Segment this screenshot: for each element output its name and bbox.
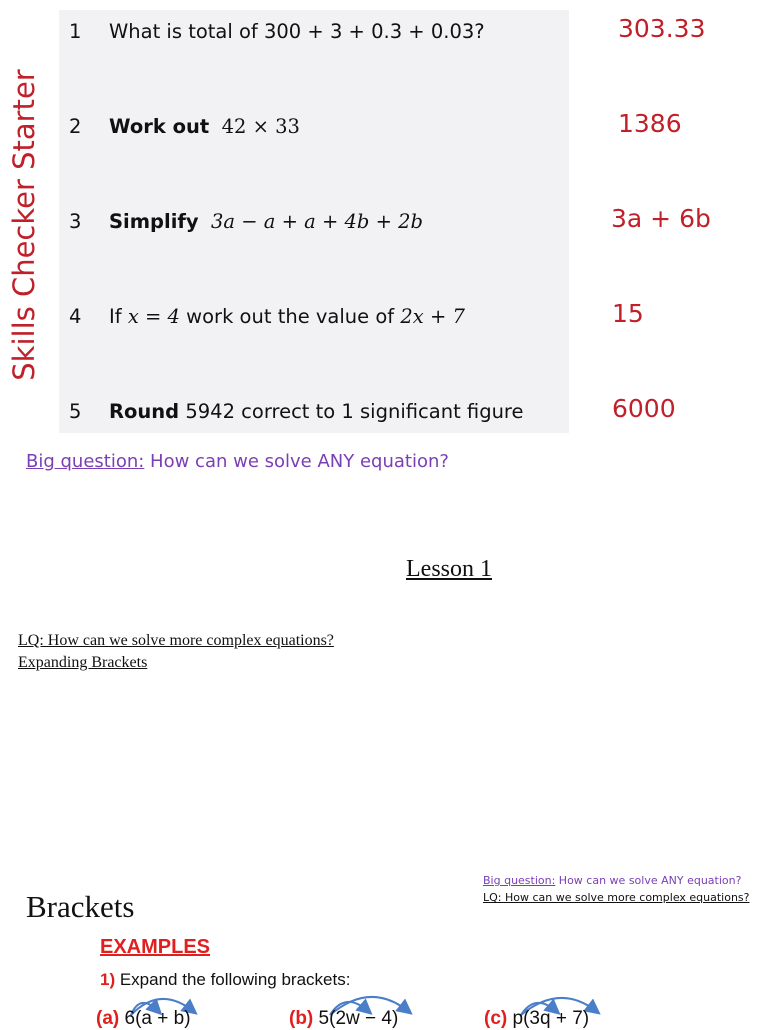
- instruction-text: Expand the following brackets:: [115, 970, 351, 989]
- answer-4: 15: [612, 299, 644, 328]
- question-row-5: [59, 392, 569, 432]
- question-number: 4: [69, 305, 82, 328]
- example-a: [96, 1008, 191, 1030]
- example-expression: 5(2w − 4): [313, 1008, 399, 1029]
- big-question-text: How can we solve ANY equation?: [144, 451, 449, 472]
- question-body: 5942 correct to 1 significant figure: [185, 400, 524, 423]
- big-question: [26, 451, 449, 472]
- example-c: [484, 1008, 589, 1030]
- examples-heading: EXAMPLES: [100, 936, 211, 958]
- question-keyword: Work out: [109, 115, 210, 138]
- answer-1: 303.33: [618, 14, 706, 43]
- question-math-2: 2x + 7: [400, 305, 465, 328]
- question-row-1: [59, 12, 569, 52]
- lesson-topic: Expanding Brackets: [18, 654, 148, 671]
- question-keyword: Round: [109, 400, 180, 423]
- question-text: [109, 115, 300, 138]
- starter-side-title: Skills Checker Starter: [7, 69, 41, 381]
- question-math-1: x = 4: [127, 305, 180, 328]
- answer-5: 6000: [612, 394, 676, 423]
- slide-lesson-question: LQ: How can we solve more complex equations?: [483, 891, 750, 904]
- question-row-3: [59, 202, 569, 242]
- example-expression: p(3q + 7): [507, 1008, 590, 1029]
- question-expression: 3a − a + a + 4b + 2b: [210, 210, 423, 233]
- question-text: What is total of 300 + 3 + 0.3 + 0.03?: [109, 20, 485, 43]
- example-b: [289, 1008, 398, 1030]
- example-label: (b): [289, 1008, 314, 1029]
- lesson-question: LQ: How can we solve more complex equations?: [18, 632, 334, 649]
- slide-title: Brackets: [26, 889, 135, 924]
- example-expression: 6(a + b): [119, 1008, 191, 1029]
- lesson-question-block: [18, 630, 334, 674]
- slide-big-question-label: Big question:: [483, 874, 556, 887]
- example-label: (c): [484, 1008, 508, 1029]
- slide-header: [483, 872, 750, 906]
- question-middle: work out the value of: [186, 305, 395, 328]
- instruction-number: 1): [100, 970, 116, 989]
- question-text: [109, 400, 524, 423]
- question-keyword: Simplify: [109, 210, 199, 233]
- question-text: [109, 210, 423, 233]
- slide-big-question-text: How can we solve ANY equation?: [555, 874, 742, 887]
- big-question-label: Big question:: [26, 451, 145, 472]
- question-prefix: If: [109, 305, 122, 328]
- answer-3: 3a + 6b: [611, 204, 711, 233]
- question-row-2: [59, 107, 569, 147]
- slide-big-question: [483, 872, 750, 889]
- example-label: (a): [96, 1008, 120, 1029]
- question-row-4: [59, 297, 569, 337]
- question-text: [109, 305, 465, 328]
- question-number: 3: [69, 210, 82, 233]
- question-number: 2: [69, 115, 82, 138]
- question-number: 1: [69, 20, 82, 43]
- answer-2: 1386: [618, 109, 682, 138]
- question-expression: 42 × 33: [221, 115, 300, 138]
- question-number: 5: [69, 400, 82, 423]
- lesson-title: Lesson 1: [406, 556, 492, 582]
